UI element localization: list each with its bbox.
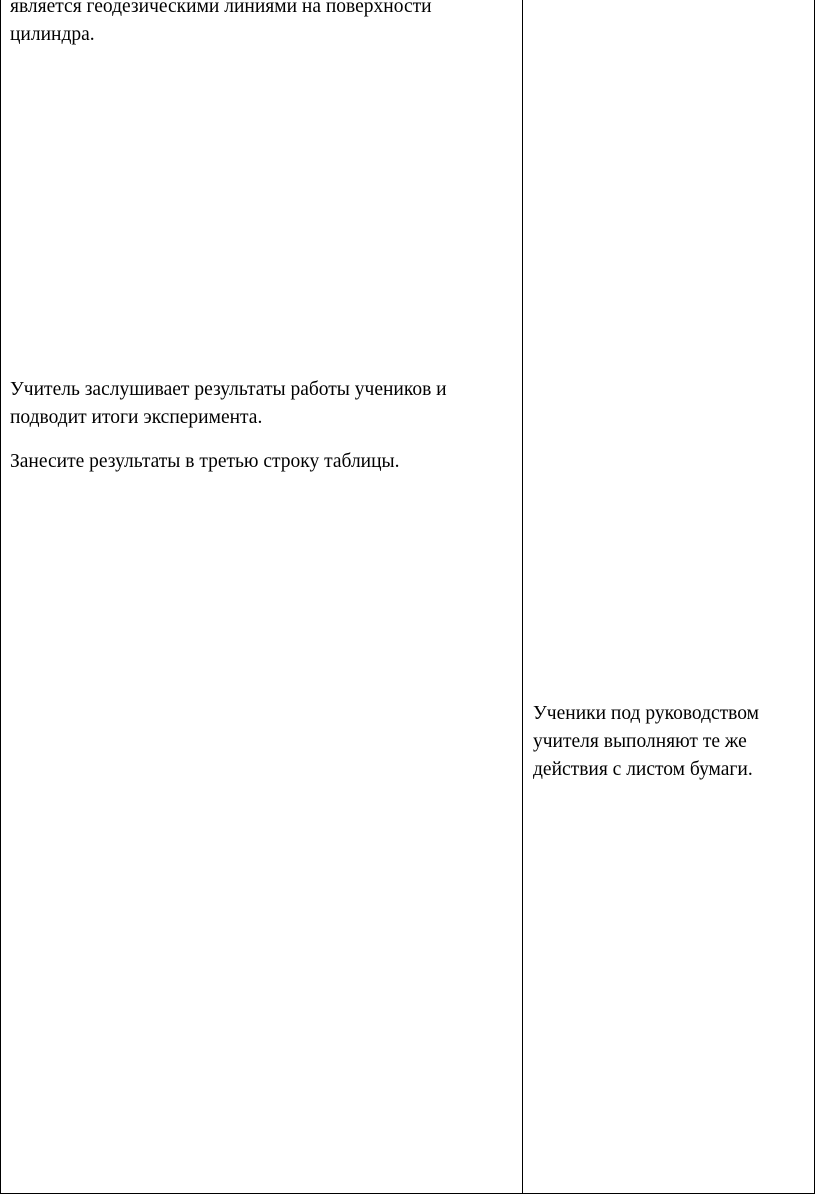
teacher-summary-text: Учитель заслушивает результаты работы учеников и подводит итоги эксперимента. — [10, 379, 447, 428]
geodesic-lines-text: является геодезическими линиями на поверхности цилиндра. — [10, 0, 432, 45]
column-divider — [522, 0, 523, 1194]
record-results-instruction: Занесите результаты в третью строку таблицы. — [10, 451, 400, 472]
student-activity-cell — [533, 0, 808, 1190]
students-action-text: Ученики под руководством учителя выполняют те же действия с листом бумаги. — [533, 703, 759, 780]
teacher-activity-cell — [10, 0, 510, 1190]
